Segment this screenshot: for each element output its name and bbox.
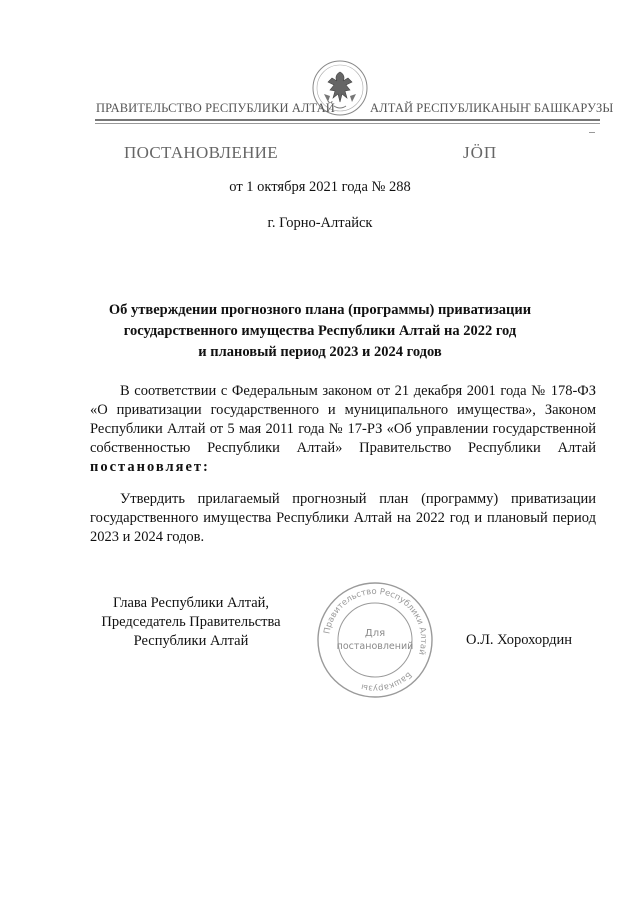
stamp-ring-text: Правительство Республики Алтай (322, 586, 429, 656)
title-line-2: государственного имущества Республики Алтай на 2022 год (123, 323, 517, 339)
signatory-title (86, 594, 296, 651)
stamp-center-line-1: Для (364, 628, 386, 639)
organization-name-altai: АЛТАЙ РЕСПУБЛИКАНЫҤ БАШКАРУЗЫ (370, 101, 614, 115)
document-type-russian: ПОСТАНОВЛЕНИЕ (124, 143, 278, 162)
document-date-number: от 1 октября 2021 года № 288 (229, 179, 411, 195)
preamble-paragraph (90, 382, 596, 477)
document-type-altai: ЈӦП (463, 143, 498, 162)
title-line-1: Об утверждении прогнозного плана (программы) приватизации (108, 302, 532, 318)
preamble-text: В соответствии с Федеральным законом от 21 декабря 2001 года № 178-ФЗ «О приватизации государственного и муниципального имущества», Законом Республики Алтай от 5 мая 2011 года № 17-РЗ «Об управлении государственной собственностью Республики Алтай» Правительство Республики Алтай (90, 383, 596, 456)
resolution-text: Утвердить прилагаемый прогнозный план (программу) приватизации государственного имущества Республики Алтай на 2022 год и плановый период 2023 и 2024 годов. (90, 491, 596, 545)
signatory-title-line-1: Глава Республики Алтай, (112, 595, 270, 611)
svg-text:Башкарузы (360, 669, 413, 693)
scan-mark (589, 132, 595, 133)
stamp-center-line-2: постановлений (336, 641, 414, 652)
letterhead-rule (95, 119, 600, 121)
resolution-keyword: постановляет: (90, 459, 210, 475)
official-stamp (315, 580, 435, 700)
signatory-title-line-2: Председатель Правительства (101, 614, 281, 630)
letterhead-rule-thin (95, 123, 600, 124)
document-city: г. Горно-Алтайск (267, 215, 373, 231)
document-title (60, 300, 580, 363)
stamp-ring-text-bottom: Башкарузы (360, 669, 414, 694)
organization-name-russian: ПРАВИТЕЛЬСТВО РЕСПУБЛИКИ АЛТАЙ (96, 101, 335, 115)
signatory-name: О.Л. Хорохордин (466, 632, 573, 648)
signatory-title-line-3: Республики Алтай (133, 633, 249, 649)
resolution-paragraph (90, 490, 596, 547)
title-line-3: и плановый период 2023 и 2024 годов (198, 344, 442, 360)
